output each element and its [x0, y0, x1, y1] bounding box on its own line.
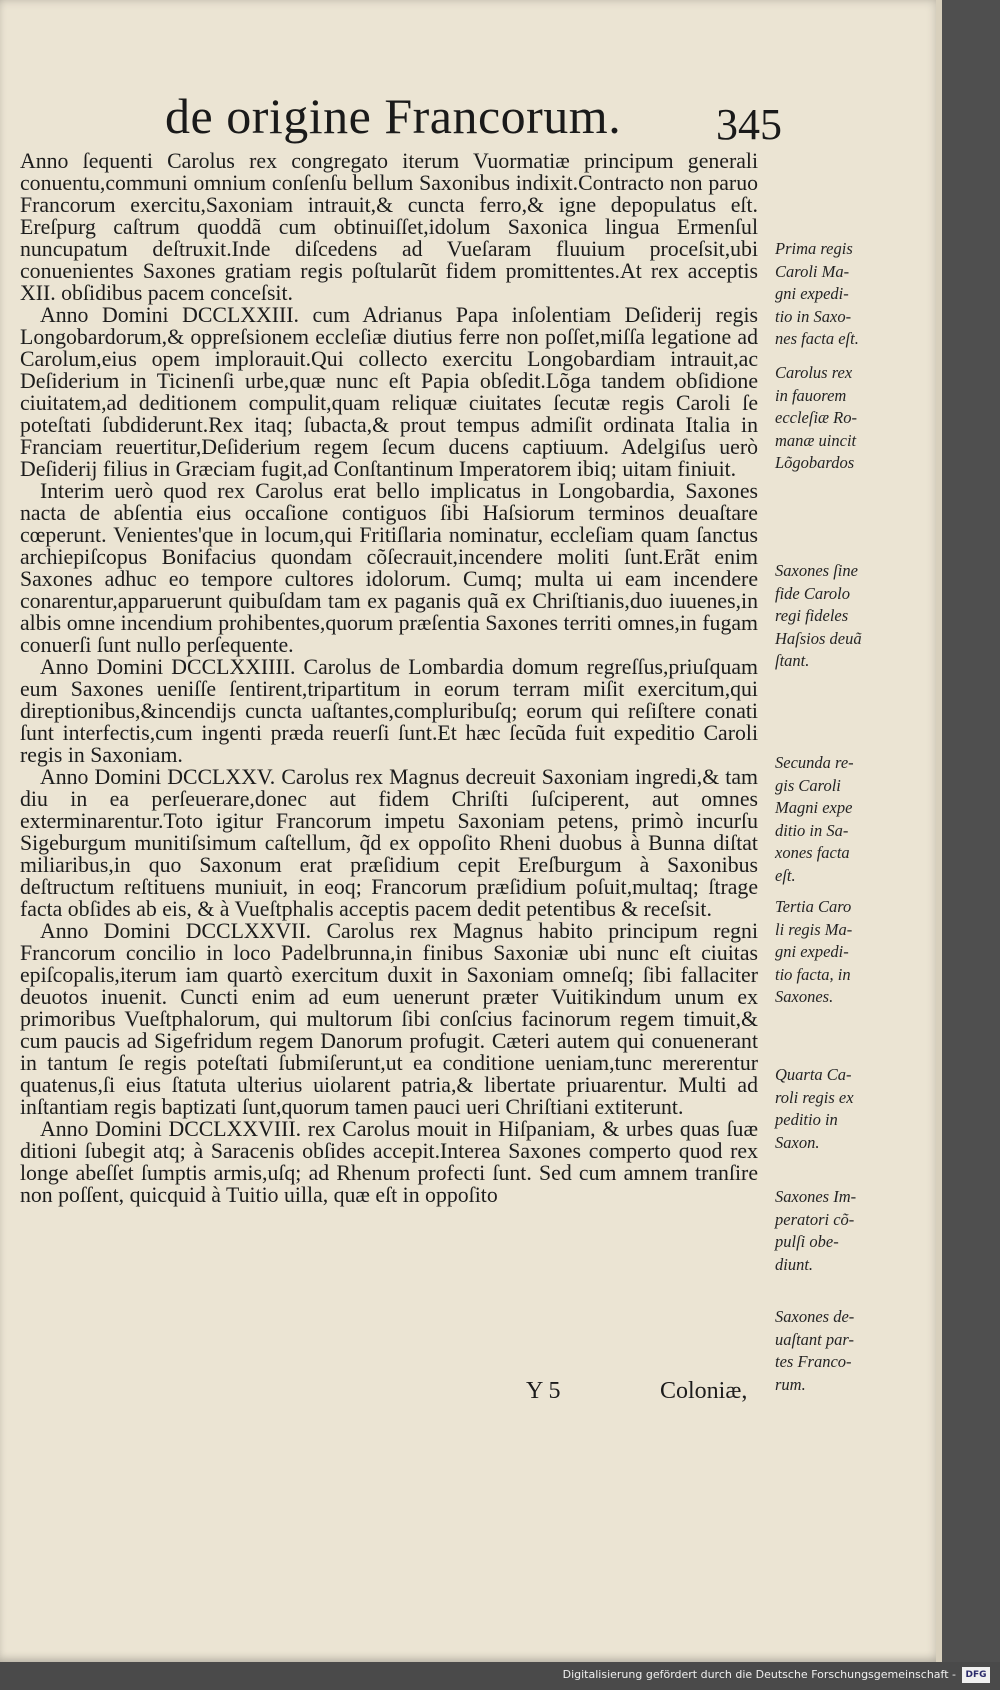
paragraph-1: Anno ſequenti Carolus rex congregato iterum Vuormatiæ principum generali conuentu,communi omnium conſenſu bellum Saxonibus indixit.Contracto non paruo Francorum exercitu,Saxoniam intrauit,& cuncta ferro,& igne depopulatus eſt. Ereſpurg caſtrum quoddã cum obtinuiſſet,idolum Saxonica lingua Ermenſul nuncupatum deſtruxit.Inde diſcedens ad Vueſaram fluuium proceſsit,ubi conuenientes Saxones gratiam regis poſtularũt fidem promittentes.At rex acceptis XII. obſidibus pacem conceſsit.: [20, 149, 758, 305]
funding-credit: Digitalisierung gefördert durch die Deutsche Forschungsgemeinschaft -: [562, 1668, 956, 1681]
marginal-note: Secunda re- gis Caroli Magni expe ditio in Sa- xones facta eſt.: [775, 753, 854, 885]
digitization-footer: [0, 1662, 1000, 1690]
paragraph-3: Interim uerò quod rex Carolus erat bello implicatus in Longobardia, Saxones nacta de abſentia eius occaſione contiguos ſibi Haſsiorum terminos deuaſtare cœperunt. Venientes'que in locum,qui Fritiſlaria nominatur, eccleſiam quam ſanctus archiepiſcopus Bonifacius quondam cõſecrauit,incendere moliti ſunt.Erãt enim Saxones adhuc eo tempore cultores idolorum. Cumq; multa ui eam incendere conarentur,apparuerunt quibuſdam tam ex paganis quã ex Chriſtianis,duo iuuenes,in albis omne incendium prohibentes,quorum præſentia Saxones territi omnes,in fugam conuerſi ſunt nullo perſequente.: [20, 479, 758, 657]
dfg-logo-icon: DFG: [962, 1667, 990, 1683]
marginal-note: Prima regis Caroli Ma- gni expedi- tio in Saxo- nes facta eſt.: [775, 239, 859, 348]
marginal-note: Carolus rex in fauorem eccleſiæ Ro- manæ uincit Lõgobardos: [775, 363, 858, 472]
marginal-note: Saxones ſine fide Carolo regi fideles Haſsios deuã ſtant.: [775, 561, 862, 670]
paragraph-2: Anno Domini DCCLXXIII. cum Adrianus Papa inſolentiam Deſiderij regis Longobardorum,& oppreſsionem eccleſiæ diutius ferre non poſſet,miſſa legatione ad Carolum,eius opem implorauit.Qui collecto exercitu Longobardiam intrauit,ac Deſiderium in Ticinenſi urbe,quæ nunc eſt Papia obſedit.Lõga tandem obſidione ciuitatem,ad deditionem compulit,quam reliquæ ciuitates ſecutæ regis Caroli ſe poteſtati ſubdiderunt.Rex itaq; ſubacta,& prout tempus admiſit ordinata Italia in Franciam reuertitur,Deſiderium regem ſecum ducens captiuum. Adelgiſus uerò Deſiderij filius in Græciam fugit,ad Conſtantinum Imperatorem ibiq; uitam finiuit.: [20, 303, 758, 481]
page-number: 345: [716, 100, 782, 149]
scan-background: [942, 0, 1000, 1690]
signature-mark: Y 5: [526, 1378, 561, 1404]
main-text-column: [20, 150, 758, 1206]
paragraph-4: Anno Domini DCCLXXIIII. Carolus de Lombardia domum regreſſus,priuſquam eum Saxones ueniſſe ſentirent,tripartitum in eorum terram miſit exercitum,qui direptionibus,&incendijs cuncta uaſtantes,compluribuſq; eorum qui reſiſtere conati ſunt interfectis,cum ingenti præda reuerſi ſunt.Et hæc ſecũda fuit expeditio Caroli regis in Saxoniam.: [20, 655, 758, 767]
paragraph-5: Anno Domini DCCLXXV. Carolus rex Magnus decreuit Saxoniam ingredi,& tam diu in ea perſeuerare,donec aut fidem Chriſti ſuſciperent, aut omnes exterminarentur.Toto igitur Francorum impetu Saxoniam petens, primò incurſu Sigeburgum munitiſsimum caſtellum, q̃d ex oppoſito Rheni duobus à Bunna diſtat miliaribus,in quo Saxonum erat præſidium cepit Ereſburgum à Saxonibus deſtructum reſtituens muniuit, in eoq; Francorum præſidium poſuit,multaq; ſtrage facta obſides ab eis, & à Vueſtphalis acceptis pacem dedit petentibus & receſsit.: [20, 765, 758, 921]
running-head: de origine Francorum.: [165, 88, 622, 144]
marginal-note: Saxones de- uaſtant par- tes Franco- rum.: [775, 1307, 855, 1394]
marginal-note: Saxones Im- peratori cõ- pulſi obe- diunt.: [775, 1187, 857, 1274]
catchword: Coloniæ,: [660, 1378, 748, 1404]
page-edge: [936, 0, 942, 1662]
marginal-note: Tertia Caro li regis Ma- gni expedi- tio facta, in Saxones.: [775, 897, 853, 1006]
paragraph-7: Anno Domini DCCLXXVIII. rex Carolus mouit in Hiſpaniam, & urbes quas ſuæ ditioni ſubegit atq; à Saracenis obſides accepit.Interea Saxones comperto quod rex longe abeſſet ſumptis armis,uſq; ad Rhenum profecti ſunt. Sed cum amnem tranſire non poſſent, quicquid à Tuitio uilla, quæ eſt in oppoſito: [20, 1117, 758, 1207]
paragraph-6: Anno Domini DCCLXXVII. Carolus rex Magnus habito principum regni Francorum concilio in loco Padelbrunna,in finibus Saxoniæ ubi nunc eſt ciuitas epiſcopalis,iterum iam quartò exercitum duxit in Saxoniam omneſq; ſibi fallaciter deuotos inuenit. Cuncti enim ad eum uenerunt præter Vuitikindum unum ex primoribus Vueſtphalorum, qui multorum ſibi conſcius facinorum regem timuit,& cum paucis ad Sigefridum regem Danorum profugit. Cæteri autem qui conuenerant in tantum ſe regis poteſtati ſubmiſerunt,ut ea conditione ueniam,tunc mererentur quatenus,ſi eius ſtatuta ulterius uiolarent patria,& libertate priuarentur. Multi ad inſtantiam regis baptizati ſunt,quorum tamen pauci ueri Chriſtiani extiterunt.: [20, 919, 758, 1119]
marginal-note: Quarta Ca- roli regis ex peditio in Saxon.: [775, 1065, 854, 1152]
